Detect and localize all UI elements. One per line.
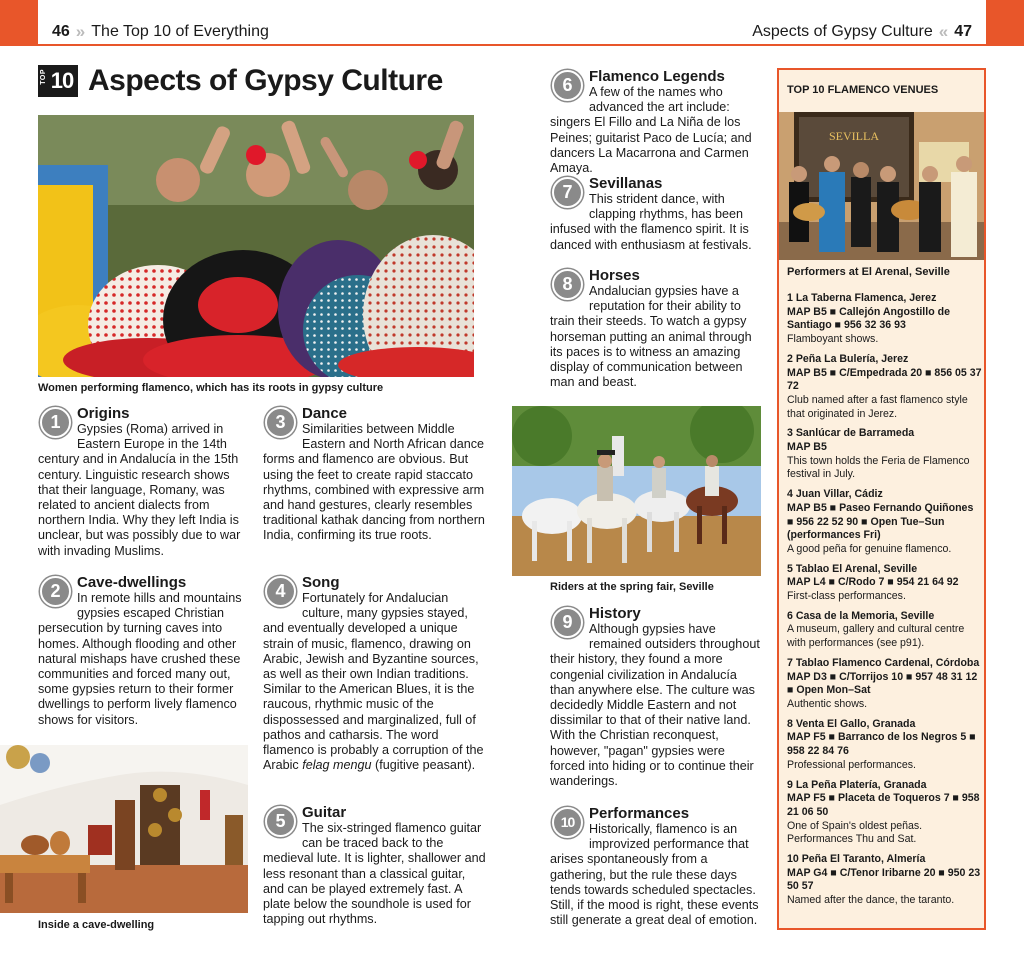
number-badge-3: 3 — [265, 407, 296, 438]
number-badge-4: 4 — [265, 576, 296, 607]
venue-note: First-class performances. — [787, 590, 906, 603]
number-badge-5: 5 — [265, 806, 296, 837]
top10-badge-small: TOP — [40, 69, 47, 85]
page-header — [0, 0, 1024, 46]
riders-photo — [512, 406, 761, 576]
venue-name: 9 La Peña Platería, Granada — [787, 778, 927, 791]
item-body: Andalucian gypsies have a reputation for their ability to train their steeds. To watch a gypsy horseman putting an animal through its paces is to witness an amazing display of communication between man and beast. — [550, 284, 752, 390]
left-page-number: 46 — [52, 23, 70, 40]
right-running-title: Aspects of Gypsy Culture — [752, 23, 933, 40]
sevilla-sign-text: SEVILLA — [829, 129, 879, 143]
venue-item — [787, 779, 982, 848]
venue-details: MAP D3 ■ C/Torrijos 10 ■ 957 48 31 12 ■ Open Mon–Sat — [787, 670, 978, 697]
venue-note: A museum, gallery and cultural centre with performances (see p91). — [787, 623, 965, 650]
venue-name: 10 Peña El Taranto, Almería — [787, 853, 926, 866]
venue-item — [787, 427, 982, 482]
venue-note: A good peña for genuine flamenco. — [787, 542, 952, 555]
venue-name: 7 Tablao Flamenco Cardenal, Córdoba — [787, 656, 980, 669]
item-title: Performances — [589, 805, 690, 822]
number-badge-8: 8 — [552, 269, 583, 300]
number-badge-1: 1 — [40, 407, 71, 438]
venue-note: Professional performances. — [787, 758, 916, 771]
venue-name: 6 Casa de la Memoria, Seville — [787, 609, 935, 622]
number-badge-2: 2 — [40, 576, 71, 607]
venue-name: 3 Sanlúcar de Barrameda — [787, 427, 915, 440]
venue-item — [787, 353, 982, 422]
item-body-text: Fortunately for Andalucian culture, many gypsies stayed, and eventually developed a unique strain of music, flamenco, drawing on Arabic, Jewish and Byzantine sources, as well as their own Indian traditions. Similar to the American Blues, it is the raucous, rhythmic music of the dispossessed and marginalized, full of pathos and catharsis. The word flamenco is probably a corruption of the Arabic — [263, 591, 484, 773]
venue-note: Club named after a fast flamenco style that originated in Jerez. — [787, 393, 968, 420]
venue-note: One of Spain's oldest peñas. Performances Thu and Sat. — [787, 819, 923, 846]
venue-details: MAP B5 ■ Callejón Angostillo de Santiago ■ 956 32 36 93 — [787, 305, 950, 332]
item-title: Guitar — [302, 804, 347, 821]
item-title: History — [589, 605, 641, 622]
header-accent-left — [0, 0, 38, 46]
list-item-guitar — [263, 804, 489, 927]
top10-badge — [38, 65, 78, 97]
riders-photo-caption: Riders at the spring fair, Seville — [550, 581, 714, 593]
list-item-dance — [263, 405, 489, 544]
list-item-cave-dwellings — [38, 574, 246, 728]
item-title: Horses — [589, 267, 640, 284]
venue-name: 5 Tablao El Arenal, Seville — [787, 562, 918, 575]
venue-note: Authentic shows. — [787, 697, 868, 710]
header-accent-right — [986, 0, 1024, 46]
left-running-title: The Top 10 of Everything — [91, 23, 269, 40]
venue-details: MAP F5 ■ Barranco de los Negros 5 ■ 958 22 84 76 — [787, 731, 976, 758]
item-title: Cave-dwellings — [77, 574, 187, 591]
venue-name: 8 Venta El Gallo, Granada — [787, 717, 916, 730]
list-item-flamenco-legends — [550, 68, 760, 176]
venue-note: Flamboyant shows. — [787, 333, 879, 346]
item-body-end: (fugitive peasant). — [371, 758, 476, 773]
item-body: This strident dance, with clapping rhythms, has been infused with the flamenco spirit. It is danced with enthusiasm at festivals. — [550, 192, 752, 252]
venue-name: 1 La Taberna Flamenca, Jerez — [787, 292, 937, 304]
flamenco-dancers-photo — [38, 115, 474, 377]
venue-item — [787, 563, 982, 604]
list-item-history — [550, 605, 760, 789]
venue-note: This town holds the Feria de Flamenco festival in July. — [787, 454, 970, 481]
list-item-song — [263, 574, 489, 773]
venue-details: MAP B5 ■ C/Empedrada 20 ■ 856 05 37 72 — [787, 366, 982, 393]
item-title: Song — [302, 574, 340, 591]
venue-details: MAP B5 ■ Paseo Fernando Quiñones ■ 956 22 52 90 ■ Open Tue–Sun (performances Fri) — [787, 501, 974, 542]
top10-badge-number: 10 — [50, 68, 74, 93]
item-body: Similarities between Middle Eastern and North African dance forms and flamenco are obvious. But using the feet to create rapid staccato rhythms, combined with expressive arm and hand gestures, clearly resembles traditional kathak dancing from northern India, confirming its true roots. — [263, 422, 485, 543]
venue-item — [787, 657, 982, 712]
venue-name: 4 Juan Villar, Cádiz — [787, 488, 883, 501]
list-item-performances — [550, 805, 760, 928]
list-item-sevillanas — [550, 175, 760, 253]
item-title: Origins — [77, 405, 130, 422]
item-body: The six-stringed flamenco guitar can be traced back to the medieval lute. It is lighter, shallower and less resonant than a classical guitar, and can be played extremely fast. A plate below the soundhole is used for tapping out rhythms. — [263, 821, 486, 927]
venue-item — [787, 610, 982, 651]
item-body-italic: felag mengu — [302, 758, 372, 773]
right-page-number: 47 — [954, 23, 972, 40]
item-body: Gypsies (Roma) arrived in Eastern Europe in the 14th century and in Andalucía in the 15th century. Linguistic research shows that their language, Romany, was related to ancient dialects from northern India. Why they left India is unclear, but was possibly due to war with invading Muslims. — [38, 422, 241, 558]
header-rule — [0, 44, 1024, 46]
number-badge-7: 7 — [552, 177, 583, 208]
chevron-right-icon: » — [75, 22, 86, 41]
venue-item — [787, 853, 982, 908]
flamenco-venues-sidebar — [777, 68, 986, 930]
performers-photo — [779, 112, 984, 260]
number-badge-9: 9 — [552, 607, 583, 638]
venue-name: 2 Peña La Bulería, Jerez — [787, 352, 909, 365]
venue-details: MAP F5 ■ Placeta de Toqueros 7 ■ 958 21 06 50 — [787, 792, 980, 818]
flamenco-photo-caption: Women performing flamenco, which has its roots in gypsy culture — [38, 382, 384, 394]
cave-photo-caption: Inside a cave-dwelling — [38, 919, 155, 931]
item-body: Although gypsies have remained outsiders throughout their history, they found a more congenial civilization in Andalucía than anywhere else. The culture was decidedly Middle Eastern and not dissimilar to that of their native land. With the Christian reconquest, however, "pagan" gypsies were forced into hiding or to continue their wanderings. — [550, 622, 760, 789]
performers-photo-caption: Performers at El Arenal, Seville — [787, 266, 950, 278]
header-left — [52, 22, 269, 42]
venue-details: MAP B5 — [787, 441, 827, 454]
sidebar-heading: TOP 10 FLAMENCO VENUES — [787, 84, 939, 96]
item-body — [263, 591, 489, 773]
list-item-horses — [550, 267, 760, 390]
venue-details: MAP L4 ■ C/Rodo 7 ■ 954 21 64 92 — [787, 576, 959, 589]
number-badge-10: 10 — [552, 807, 583, 838]
number-badge-6: 6 — [552, 70, 583, 101]
item-body: A few of the names who advanced the art include: singers El Fillo and La Niña de los Peines; guitarist Paco de Lucía; and dancers La Macarrona and Carmen Amaya. — [550, 85, 752, 176]
page-title: Aspects of Gypsy Culture — [88, 64, 443, 97]
venue-details: MAP G4 ■ C/Tenor Iribarne 20 ■ 950 23 50 57 — [787, 866, 981, 893]
chevron-left-icon: « — [938, 22, 949, 41]
item-body: In remote hills and mountains gypsies escaped Christian persecution by turning caves into homes. Although flooding and other natural mishaps have crushed these communities and forced many out, some gypsies return to their former dwellings to perform lively flamenco shows for visitors. — [38, 591, 242, 727]
venue-item — [787, 292, 982, 347]
item-title: Flamenco Legends — [589, 68, 725, 85]
item-title: Sevillanas — [589, 175, 663, 192]
venue-item — [787, 488, 982, 557]
item-title: Dance — [302, 405, 348, 422]
list-item-origins — [38, 405, 246, 559]
venue-item — [787, 718, 982, 773]
venue-note: Named after the dance, the taranto. — [787, 894, 955, 907]
page-title-block — [38, 64, 443, 98]
cave-dwelling-photo — [0, 745, 248, 913]
header-right — [752, 22, 972, 42]
item-body: Historically, flamenco is an improvized performance that arises spontaneously from a gathering, but the rule these days tends towards scheduled spectacles. Still, if the mood is right, these events still generate a great deal of emotion. — [550, 822, 759, 928]
venue-list — [787, 292, 982, 914]
